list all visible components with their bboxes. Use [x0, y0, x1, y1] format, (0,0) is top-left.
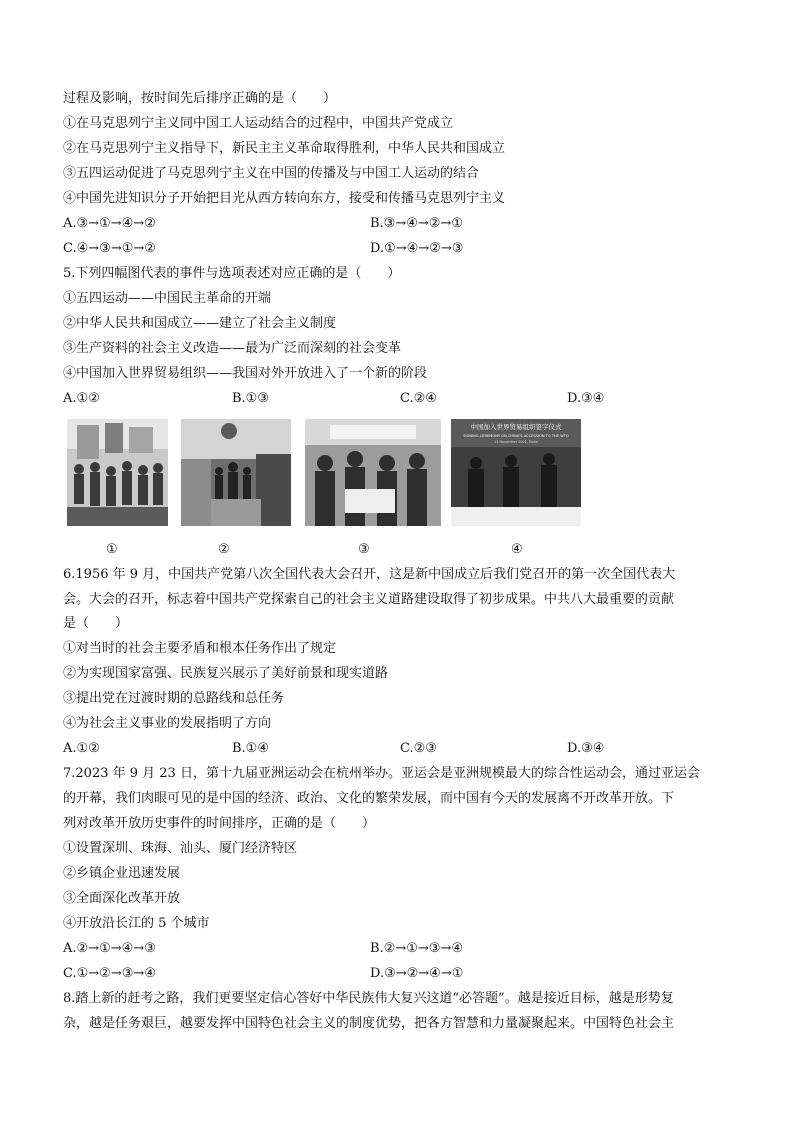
q5-item-4: ④中国加入世界贸易组织——我国对外开放进入了一个新的阶段	[63, 366, 428, 381]
photo4-title-en: SIGNING CEREMONY ON CHINA'S ACCESSION TO THE WTO	[463, 434, 569, 438]
q4-option-c[interactable]: C.④→③→①→②	[63, 241, 156, 256]
q4-option-a[interactable]: A.③→①→④→②	[63, 216, 156, 231]
photo-socialist-transformation	[305, 419, 441, 526]
q7-option-c[interactable]: C.①→②→③→④	[63, 966, 156, 981]
q8-stem-line-1: 8.踏上新的赶考之路，我们更要坚定信心答好中华民族伟大复兴这道“必答题”。越是接近目标，越是形势复	[63, 991, 674, 1006]
q5-item-1: ①五四运动——中国民主革命的开端	[63, 291, 272, 306]
q5-stem: 5.下列四幅图代表的事件与选项表述对应正确的是（ ）	[63, 266, 401, 281]
q8-stem-line-2: 杂，越是任务艰巨，越要发挥中国特色社会主义的制度优势，把各方智慧和力量凝聚起来。中国特色社会主	[63, 1016, 675, 1031]
q6-stem-line-2: 会。大会的召开，标志着中国共产党探索自己的社会主义道路建设取得了初步成果。中共八大最重要的贡献	[63, 592, 675, 607]
q4-option-b[interactable]: B.③→④→②→①	[370, 216, 463, 231]
q6-option-a[interactable]: A.①②	[63, 741, 100, 756]
q5-item-2: ②中华人民共和国成立——建立了社会主义制度	[63, 316, 337, 331]
q4-item-4: ④中国先进知识分子开始把目光从西方转向东方，接受和传播马克思列宁主义	[63, 191, 506, 206]
q4-option-d[interactable]: D.①→④→②→③	[370, 241, 464, 256]
q7-item-4: ④开放沿长江的 5 个城市	[63, 916, 210, 931]
q6-option-d[interactable]: D.③④	[567, 741, 605, 756]
q4-item-2: ②在马克思列宁主义指导下，新民主主义革命取得胜利，中华人民共和国成立	[63, 141, 506, 156]
q5-option-b[interactable]: B.①③	[232, 391, 269, 406]
q7-option-b[interactable]: B.②→①→③→④	[370, 941, 463, 956]
photo-caption-1: ①	[106, 542, 118, 557]
q5-option-c[interactable]: C.②④	[400, 391, 437, 406]
q7-stem-line-1: 7.2023 年 9 月 23 日，第十九届亚洲运动会在杭州举办。亚运会是亚洲规模最大的综合性运动会，通过亚运会	[63, 766, 700, 781]
q5-item-3: ③生产资料的社会主义改造——最为广泛而深刻的社会变革	[63, 341, 402, 356]
photo-founding-ceremony	[181, 419, 291, 526]
q4-stem: 过程及影响，按时间先后排序正确的是（ ）	[63, 91, 337, 106]
q5-option-d[interactable]: D.③④	[567, 391, 605, 406]
q6-item-4: ④为社会主义事业的发展指明了方向	[63, 716, 272, 731]
photo4-date: 11 November 2001, Doha	[494, 440, 538, 444]
q7-option-d[interactable]: D.③→②→④→①	[370, 966, 464, 981]
q6-item-3: ③提出党在过渡时期的总路线和总任务	[63, 691, 285, 706]
photo4-title-cn: 中国加入世界贸易组织签字仪式	[470, 423, 562, 431]
q6-item-1: ①对当时的社会主要矛盾和根本任务作出了规定	[63, 641, 337, 656]
q5-option-a[interactable]: A.①②	[63, 391, 100, 406]
q7-option-a[interactable]: A.②→①→④→③	[63, 941, 156, 956]
q6-item-2: ②为实现国家富强、民族复兴展示了美好前景和现实道路	[63, 666, 389, 681]
q6-option-b[interactable]: B.①④	[232, 741, 269, 756]
q7-stem-line-3: 列对改革开放历史事件的时间排序，正确的是（ ）	[63, 816, 376, 831]
q6-option-c[interactable]: C.②③	[400, 741, 437, 756]
photo-caption-3: ③	[358, 542, 370, 557]
q7-item-3: ③全面深化改革开放	[63, 891, 181, 906]
q4-item-1: ①在马克思列宁主义同中国工人运动结合的过程中，中国共产党成立	[63, 116, 454, 131]
photo-caption-4: ④	[511, 542, 523, 557]
photo-may-fourth-movement	[67, 419, 168, 526]
photo-wto-signing-ceremony	[451, 419, 581, 526]
q7-item-1: ①设置深圳、珠海、汕头、厦门经济特区	[63, 841, 298, 856]
q6-stem-line-1: 6.1956 年 9 月，中国共产党第八次全国代表大会召开，这是新中国成立后我们党召开的第一次全国代表大	[63, 567, 676, 582]
photo-caption-2: ②	[218, 542, 230, 557]
q6-stem-line-3: 是（ ）	[63, 616, 129, 631]
q4-item-3: ③五四运动促进了马克思列宁主义在中国的传播及与中国工人运动的结合	[63, 166, 480, 181]
q7-stem-line-2: 的开幕，我们肉眼可见的是中国的经济、政治、文化的繁荣发展，而中国有今天的发展离不开改革开放。下	[63, 791, 675, 806]
q7-item-2: ②乡镇企业迅速发展	[63, 866, 181, 881]
